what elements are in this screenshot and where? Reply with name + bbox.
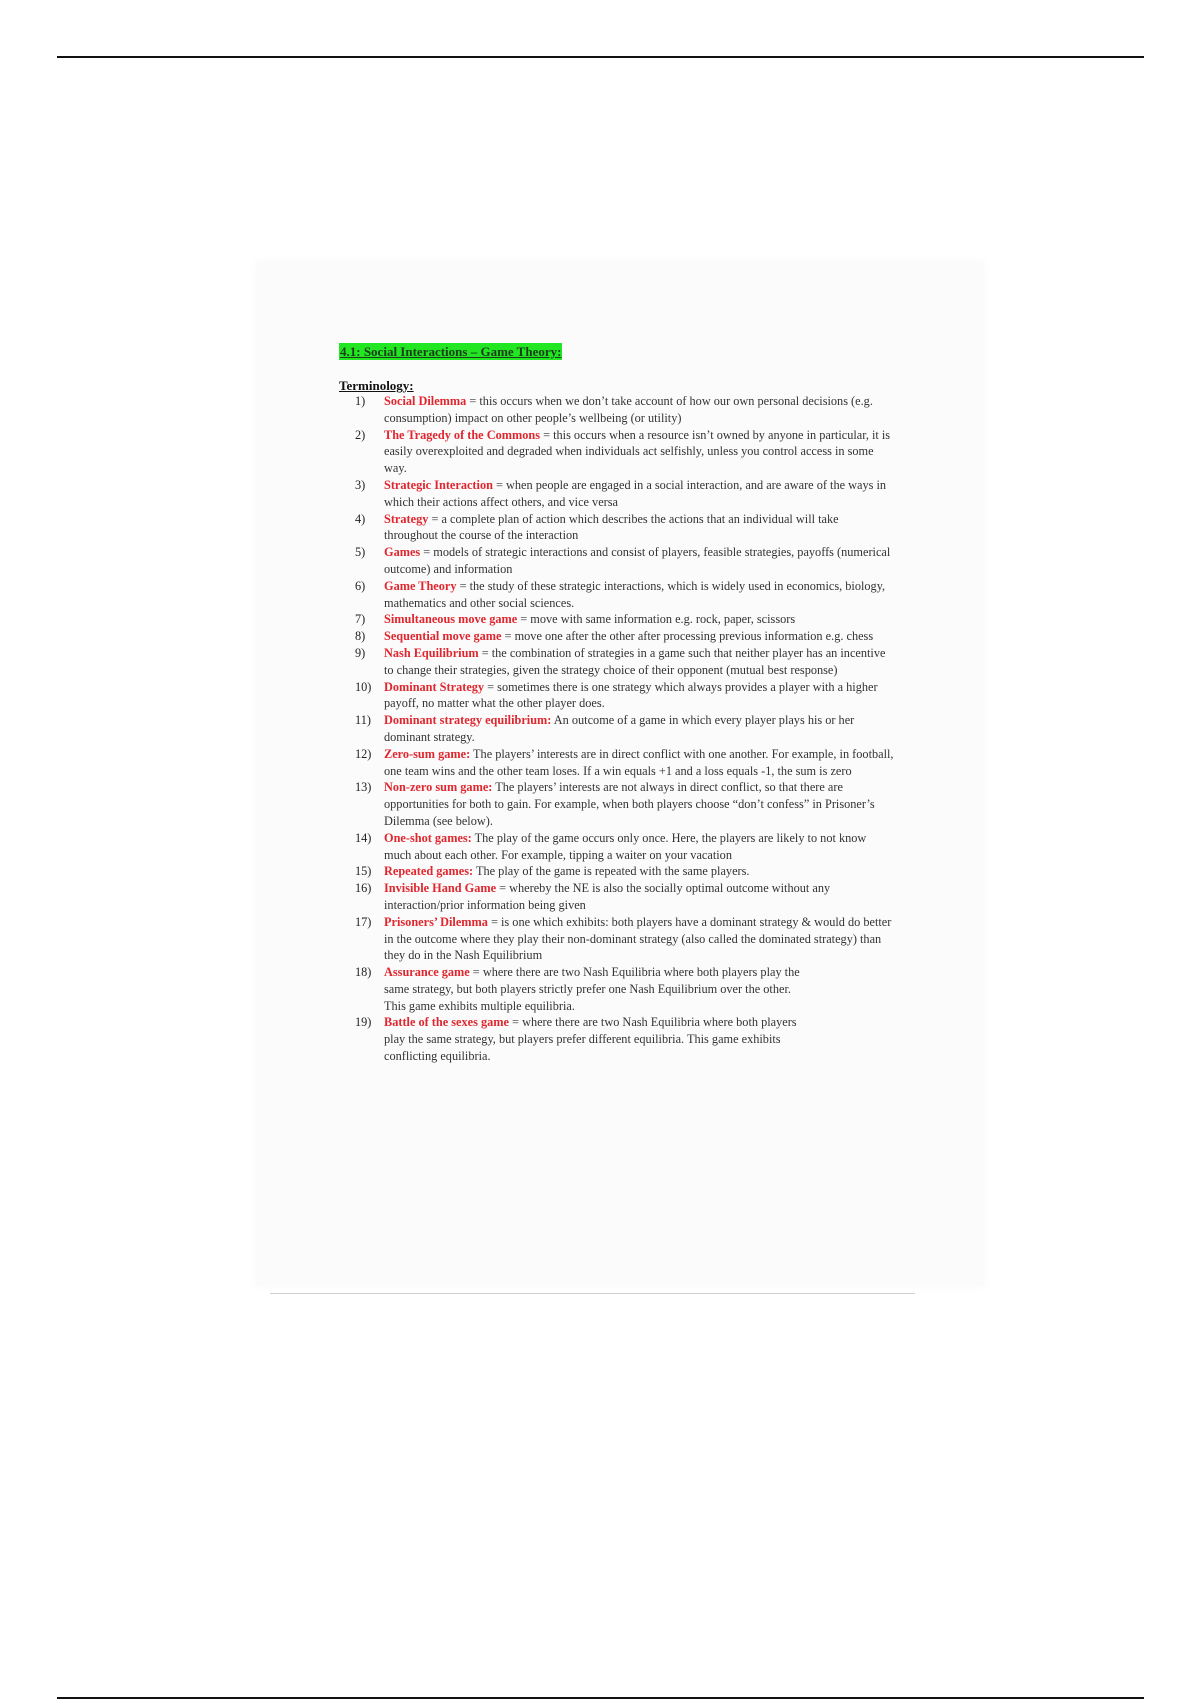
term-name: Games [384, 545, 421, 560]
term-number: 2) [355, 427, 366, 442]
term-definition: = move one after the other after processing previous information e.g. chess [501, 629, 874, 644]
term-number: 6) [355, 578, 366, 593]
top-rule [57, 56, 1144, 58]
term-definition: = this occurs when we don’t take account of how our own personal decisions (e.g. consumption) impact on other people’s wellbeing (or utility) [384, 394, 873, 425]
term-definition: = is one which exhibits: both players have a dominant strategy & would do better in the outcome where they play their non-dominant strategy (also called the dominated strategy) than they do in the Nash Equilibrium [384, 914, 892, 963]
term-item [355, 645, 895, 679]
term-name: Battle of the sexes game [384, 1015, 509, 1030]
term-item [355, 779, 895, 829]
term-name: Dominant Strategy [384, 679, 485, 694]
term-definition: = sometimes there is one strategy which always provides a player with a higher payoff, no matter what the other player does. [384, 679, 878, 711]
term-number: 5) [355, 545, 366, 560]
term-item [355, 679, 895, 713]
term-item [355, 611, 895, 628]
term-name: Sequential move game [384, 629, 502, 644]
term-name: Simultaneous move game [384, 612, 518, 627]
term-name: One-shot games: [384, 830, 472, 845]
term-item [355, 393, 895, 427]
term-definition: = the combination of strategies in a game such that neither player has an incentive to change their strategies, given the strategy choice of their opponent (mutual best response) [384, 645, 886, 677]
term-definition: = whereby the NE is also the socially optimal outcome without any interaction/prior information being given [384, 881, 831, 912]
terminology-heading: Terminology: [339, 378, 414, 393]
term-number: 4) [355, 511, 366, 526]
term-item [355, 628, 895, 645]
term-number: 7) [355, 612, 366, 627]
term-item [355, 578, 895, 612]
term-number: 12) [355, 746, 372, 761]
term-number: 16) [355, 881, 372, 896]
term-definition: The play of the game is repeated with the same players. [473, 864, 750, 879]
term-number: 18) [355, 965, 372, 980]
term-name: Strategic Interaction [384, 477, 493, 492]
term-name: Assurance game [384, 965, 470, 980]
term-definition: = this occurs when a resource isn’t owned by anyone in particular, it is easily overexploited and degraded when individuals act selfishly, unless you control access in some way. [384, 427, 891, 476]
term-number: 8) [355, 629, 366, 644]
term-name: The Tragedy of the Commons [384, 427, 540, 442]
term-item [355, 863, 895, 880]
term-item [355, 712, 895, 746]
term-name: Zero-sum game: [384, 746, 471, 761]
term-number: 9) [355, 645, 366, 660]
term-definition: = the study of these strategic interactions, which is widely used in economics, biology, mathematics and other social sciences. [384, 578, 886, 610]
term-definition: = move with same information e.g. rock, paper, scissors [517, 612, 796, 627]
term-number: 17) [355, 914, 372, 929]
term-name: Non-zero sum game: [384, 780, 493, 795]
term-definition: The players’ interests are in direct conflict with one another. For example, in football, one team wins and the other team loses. If a win equals +1 and a loss equals -1, the sum is zero [384, 746, 894, 778]
term-definition: = when people are engaged in a social interaction, and are aware of the ways in which their actions affect others, and vice versa [384, 477, 887, 509]
term-definition: = a complete plan of action which describes the actions that an individual will take throughout the course of the interaction [384, 511, 839, 543]
term-name: Prisoners’ Dilemma [384, 914, 488, 929]
term-definition: = models of strategic interactions and consist of players, feasible strategies, payoffs (numerical outcome) and information [384, 545, 891, 576]
term-item [355, 427, 895, 477]
term-item [355, 880, 895, 914]
term-number: 13) [355, 780, 372, 795]
term-name: Repeated games: [384, 864, 474, 879]
term-definition: The players’ interests are not always in direct conflict, so that there are opportunities for both to gain. For example, when both players choose “don’t confess” in Prisoner’s Dilemma (see below). [384, 780, 875, 828]
term-item [355, 477, 895, 511]
term-number: 1) [355, 394, 366, 408]
term-item [355, 1014, 804, 1064]
term-definition: = where there are two Nash Equilibria where both players play the same strategy, but players prefer different equilibria. This game exhibits conflicting equilibria. [384, 1015, 797, 1064]
term-number: 14) [355, 830, 372, 845]
term-name: Nash Equilibrium [384, 645, 479, 660]
term-definition: The play of the game occurs only once. Here, the players are likely to not know much about each other. For example, tipping a waiter on your vacation [384, 830, 867, 862]
term-item [355, 544, 895, 578]
term-name: Social Dilemma [384, 394, 467, 408]
term-number: 11) [355, 713, 371, 728]
terminology-list [355, 393, 895, 1065]
term-number: 19) [355, 1015, 372, 1030]
term-definition: An outcome of a game in which every player plays his or her dominant strategy. [384, 713, 855, 744]
term-item [355, 830, 895, 864]
term-item [355, 914, 895, 964]
term-item [355, 511, 895, 545]
term-name: Strategy [384, 511, 429, 526]
page-divider [270, 1293, 915, 1294]
document-title: 4.1: Social Interactions – Game Theory: [340, 344, 562, 359]
term-name: Game Theory [384, 578, 457, 593]
bottom-rule [57, 1697, 1144, 1699]
term-definition: = where there are two Nash Equilibria where both players play the same strategy, but both players strictly prefer one Nash Equilibrium over the other. This game exhibits multiple equilibria. [384, 965, 800, 1013]
term-name: Dominant strategy equilibrium: [384, 713, 552, 728]
term-name: Invisible Hand Game [384, 881, 497, 896]
term-number: 10) [355, 679, 372, 694]
term-number: 3) [355, 477, 366, 492]
term-item [355, 746, 895, 780]
term-number: 15) [355, 864, 372, 879]
term-item [355, 964, 804, 1014]
